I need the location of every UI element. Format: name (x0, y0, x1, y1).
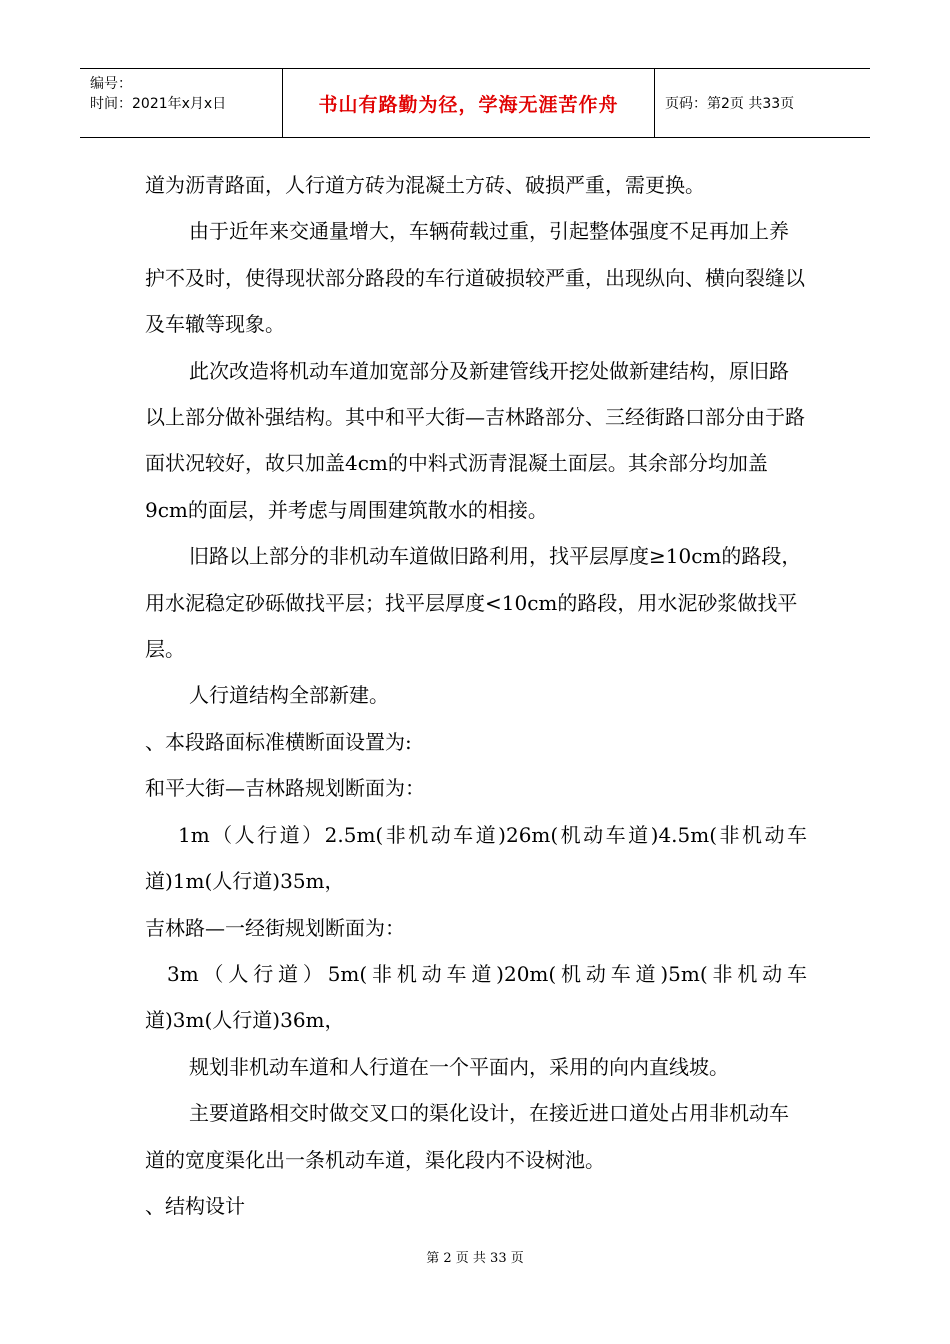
paragraph: 主要道路相交时做交叉口的渠化设计，在接近进口道处占用非机动车道的宽度渠化出一条机动车道，渠化段内不设树池。 (145, 1101, 789, 1172)
number-label: 编号： (90, 76, 132, 92)
section-heading: 、本段路面标准横断面设置为: (145, 729, 412, 754)
section-heading: 、结构设计 (145, 1193, 245, 1218)
cross-section-line: 道)1m(人行道)35m， (145, 869, 345, 894)
paragraph: 由于近年来交通量增大，车辆荷载过重，引起整体强度不足再加上养护不及时，使得现状部分路段的车行道破损较严重，出现纵向、横向裂缝以及车辙等现象。 (145, 219, 805, 337)
page-info: 页码：第2页 共33页 (665, 96, 795, 112)
paragraph: 旧路以上部分的非机动车道做旧路利用，找平层厚度≥10cm的路段，用水泥稳定砂砾做找平层；找平层厚度<10cm的路段，用水泥砂浆做找平层。 (145, 544, 802, 662)
paragraph: 规划非机动车道和人行道在一个平面内，采用的向内直线坡。 (189, 1054, 729, 1079)
paragraph: 人行道结构全部新建。 (189, 683, 389, 708)
cross-section-line: 3m（人行道）5m(非机动车道)20m(机动车道)5m(非机动车 (167, 961, 807, 986)
paragraph: 此次改造将机动车道加宽部分及新建管线开挖处做新建结构，原旧路以上部分做补强结构。其中和平大街—吉林路部分、三经街路口部分由于路面状况较好，故只加盖4cm的中料式沥青混凝土面层。其余部分均加盖9cm的面层，并考虑与周围建筑散水的相接。 (145, 358, 805, 522)
header-motto-cell (283, 69, 655, 137)
header-meta (80, 69, 283, 137)
paragraph: 和平大街—吉林路规划断面为： (145, 776, 425, 801)
header-page-cell (655, 69, 870, 137)
cross-section-line: 道)3m(人行道)36m， (145, 1008, 345, 1033)
paragraph: 道为沥青路面，人行道方砖为混凝土方砖、破损严重，需更换。 (145, 173, 705, 197)
document-header (80, 68, 870, 138)
motto-text: 书山有路勤为径，学海无涯苦作舟 (318, 93, 619, 116)
page-footer: 第 2 页 共 33 页 (426, 1251, 524, 1266)
paragraph: 吉林路—一经街规划断面为： (145, 915, 405, 940)
time-label: 时间：2021年x月x日 (90, 96, 227, 112)
cross-section-line: 1m（人行道）2.5m(非机动车道)26m(机动车道)4.5m(非机动车 (178, 822, 807, 847)
document-body (145, 162, 807, 1229)
